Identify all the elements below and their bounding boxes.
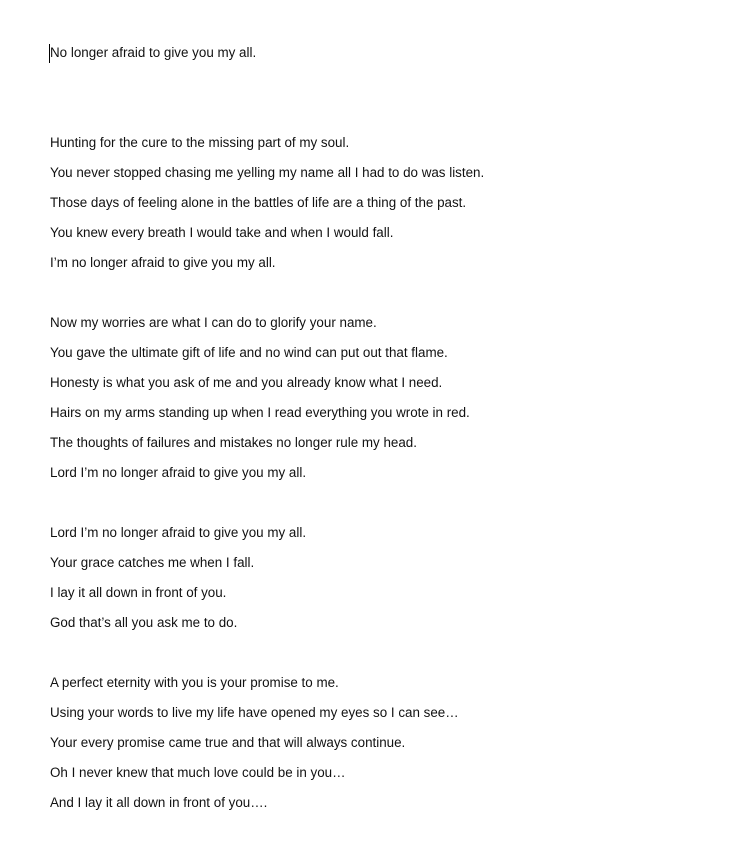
- poem-line: Honesty is what you ask of me and you already know what I need.: [50, 375, 443, 390]
- poem-line: Lord I’m no longer afraid to give you my all.: [50, 525, 307, 540]
- poem-line: I’m no longer afraid to give you my all.: [50, 255, 276, 270]
- poem-line: I lay it all down in front of you.: [50, 585, 227, 600]
- poem-line: Hairs on my arms standing up when I read everything you wrote in red.: [50, 405, 470, 420]
- poem-line: Now my worries are what I can do to glorify your name.: [50, 315, 377, 330]
- poem-line: Those days of feeling alone in the battles of life are a thing of the past.: [50, 195, 467, 210]
- poem-line: Your grace catches me when I fall.: [50, 555, 255, 570]
- poem-line: Using your words to live my life have opened my eyes so I can see…: [50, 705, 459, 720]
- title-line: No longer afraid to give you my all.: [50, 45, 257, 60]
- poem-line: Lord I’m no longer afraid to give you my all.: [50, 465, 307, 480]
- poem-line: Oh I never knew that much love could be in you…: [50, 765, 346, 780]
- poem-line: You gave the ultimate gift of life and no wind can put out that flame.: [50, 345, 448, 360]
- poem-line: God that’s all you ask me to do.: [50, 615, 238, 630]
- poem-line: Your every promise came true and that will always continue.: [50, 735, 406, 750]
- poem-line: The thoughts of failures and mistakes no longer rule my head.: [50, 435, 417, 450]
- poem-line: You knew every breath I would take and when I would fall.: [50, 225, 394, 240]
- poem-line: And I lay it all down in front of you….: [50, 795, 268, 810]
- poem-line: Hunting for the cure to the missing part of my soul.: [50, 135, 350, 150]
- poem-line: A perfect eternity with you is your promise to me.: [50, 675, 339, 690]
- poem-line: You never stopped chasing me yelling my name all I had to do was listen.: [50, 165, 485, 180]
